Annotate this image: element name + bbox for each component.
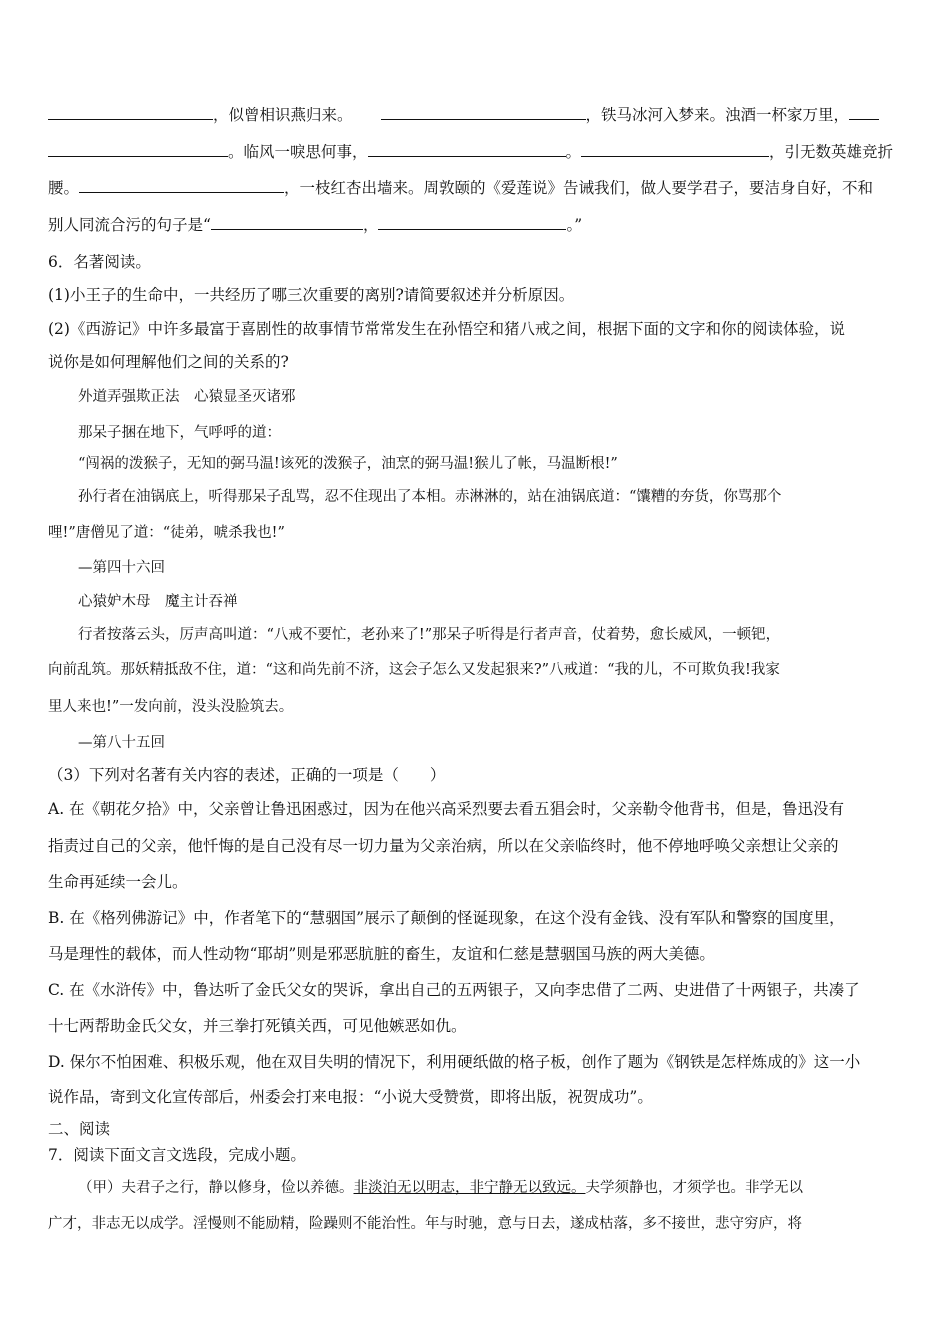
option-a-line: 生命再延续一会儿。 bbox=[48, 873, 188, 891]
q6-title: 6．名著阅读。 bbox=[48, 253, 151, 271]
option-d-line: 说作品，寄到文化宣传部后，州委会打来电报：“小说大受赞赏，即将出版，祝贺成功”。 bbox=[48, 1088, 653, 1106]
excerpt1-line: “闯祸的泼猴子，无知的弼马温!该死的泼猴子，油烹的弼马温!猴儿了帐，马温断根!” bbox=[78, 456, 618, 472]
answer-blank[interactable] bbox=[48, 142, 228, 157]
option-b-line: 马是理性的载体，而人性动物“耶胡”则是邪恶肮脏的畜生，友谊和仁慈是慧骃国马族的两大美德。 bbox=[48, 945, 715, 963]
option-c-line: 十七两帮助金氏父女，并三拳打死镇关西，可见他嫉恶如仇。 bbox=[48, 1017, 467, 1035]
excerpt1-line: 孙行者在油锅底上，听得那呆子乱骂，忍不住现出了本相。赤淋淋的，站在油锅底道：“馕糟的夯货，你骂那个 bbox=[78, 489, 782, 505]
passage-jia-line2: 广才，非志无以成学。淫慢则不能励精，险躁则不能治性。年与时驰，意与日去，遂成枯落，多不接世，悲守穷庐，将 bbox=[48, 1216, 802, 1232]
answer-blank[interactable] bbox=[849, 105, 879, 120]
answer-blank[interactable] bbox=[581, 142, 769, 157]
excerpt1-line: 那呆子捆在地下，气呼呼的道： bbox=[78, 425, 281, 441]
option-c-line: C. 在《水浒传》中，鲁达听了金氏父女的哭诉，拿出自己的五两银子，又向李忠借了二两、史进借了十两银子，共凑了 bbox=[48, 981, 860, 999]
answer-blank[interactable] bbox=[79, 178, 284, 193]
option-a-line: 指责过自己的父亲，他忏悔的是自己没有尽一切力量为父亲治病，所以在父亲临终时，他不停地呼唤父亲想让父亲的 bbox=[48, 837, 839, 855]
excerpt2-line: 向前乱筑。那妖精抵敌不住，道：“这和尚先前不济，这会子怎么又发起狠来?”八戒道：“我的儿，不可欺负我!我家 bbox=[48, 662, 780, 678]
passage-jia-line1: （甲）夫君子之行，静以修身，俭以养德。非淡泊无以明志，非宁静无以致远。夫学须静也，才须学也。非学无以 bbox=[78, 1180, 803, 1196]
answer-blank[interactable] bbox=[48, 105, 213, 120]
q6-part1: (1)小王子的生命中，一共经历了哪三次重要的离别?请简要叙述并分析原因。 bbox=[48, 286, 575, 304]
answer-blank[interactable] bbox=[368, 142, 566, 157]
fill-line-1: ，似曾相识燕归来。 ，铁马冰河入梦来。浊酒一杯家万里， bbox=[48, 105, 908, 125]
excerpt1-line: 哩!”唐僧见了道：“徒弟，唬杀我也!” bbox=[48, 525, 285, 541]
answer-blank[interactable] bbox=[211, 215, 363, 230]
q7-title: 7．阅读下面文言文选段，完成小题。 bbox=[48, 1146, 306, 1164]
q6-part2-line1: (2)《西游记》中许多最富于喜剧性的故事情节常常发生在孙悟空和猪八戒之间，根据下面的文字和你的阅读体验，说 bbox=[48, 320, 845, 338]
excerpt2-line: 里人来也!”一发向前，没头没脸筑去。 bbox=[48, 699, 294, 715]
excerpt1-title: 外道弄强欺正法 心猿显圣灭诸邪 bbox=[78, 389, 296, 405]
excerpt1-source: —第四十六回 bbox=[78, 560, 165, 576]
q6-part3: （3）下列对名著有关内容的表述，正确的一项是（ ） bbox=[48, 766, 446, 784]
fill-line-3: 腰。 ，一枝红杏出墙来。周敦颐的《爱莲说》告诫我们，做人要学君子，要洁身自好，不和 bbox=[48, 179, 874, 197]
option-b-line: B. 在《格列佛游记》中，作者笔下的“慧骃国”展示了颠倒的怪诞现象，在这个没有金钱、没有军队和警察的国度里， bbox=[48, 909, 845, 927]
excerpt2-source: —第八十五回 bbox=[78, 735, 165, 751]
answer-blank[interactable] bbox=[381, 105, 586, 120]
section2-title: 二、阅读 bbox=[48, 1120, 111, 1138]
excerpt2-title: 心猿妒木母 魔主计吞禅 bbox=[78, 594, 238, 610]
answer-blank[interactable] bbox=[378, 215, 566, 230]
underlined-sentence: 非淡泊无以明志，非宁静无以致远。 bbox=[353, 1180, 586, 1196]
q6-part2-line2: 说你是如何理解他们之间的关系的? bbox=[48, 353, 289, 371]
option-d-line: D. 保尔不怕困难、积极乐观，他在双目失明的情况下，利用硬纸做的格子板，创作了题为《钢铁是怎样炼成的》这一小 bbox=[48, 1053, 861, 1071]
fill-line-2: 。临风一唳思何事， 。 ，引无数英雄竞折 bbox=[48, 142, 908, 162]
option-a-line: A. 在《朝花夕拾》中，父亲曾让鲁迅困惑过，因为在他兴高采烈要去看五猖会时，父亲勒令他背书，但是，鲁迅没有 bbox=[48, 800, 845, 818]
excerpt2-line: 行者按落云头，厉声高叫道：“八戒不要忙，老孙来了!”那呆子听得是行者声音，仗着势，愈长威风，一顿钯， bbox=[78, 627, 781, 643]
fill-line-4: 别人同流合污的句子是“ ， 。” bbox=[48, 216, 583, 234]
